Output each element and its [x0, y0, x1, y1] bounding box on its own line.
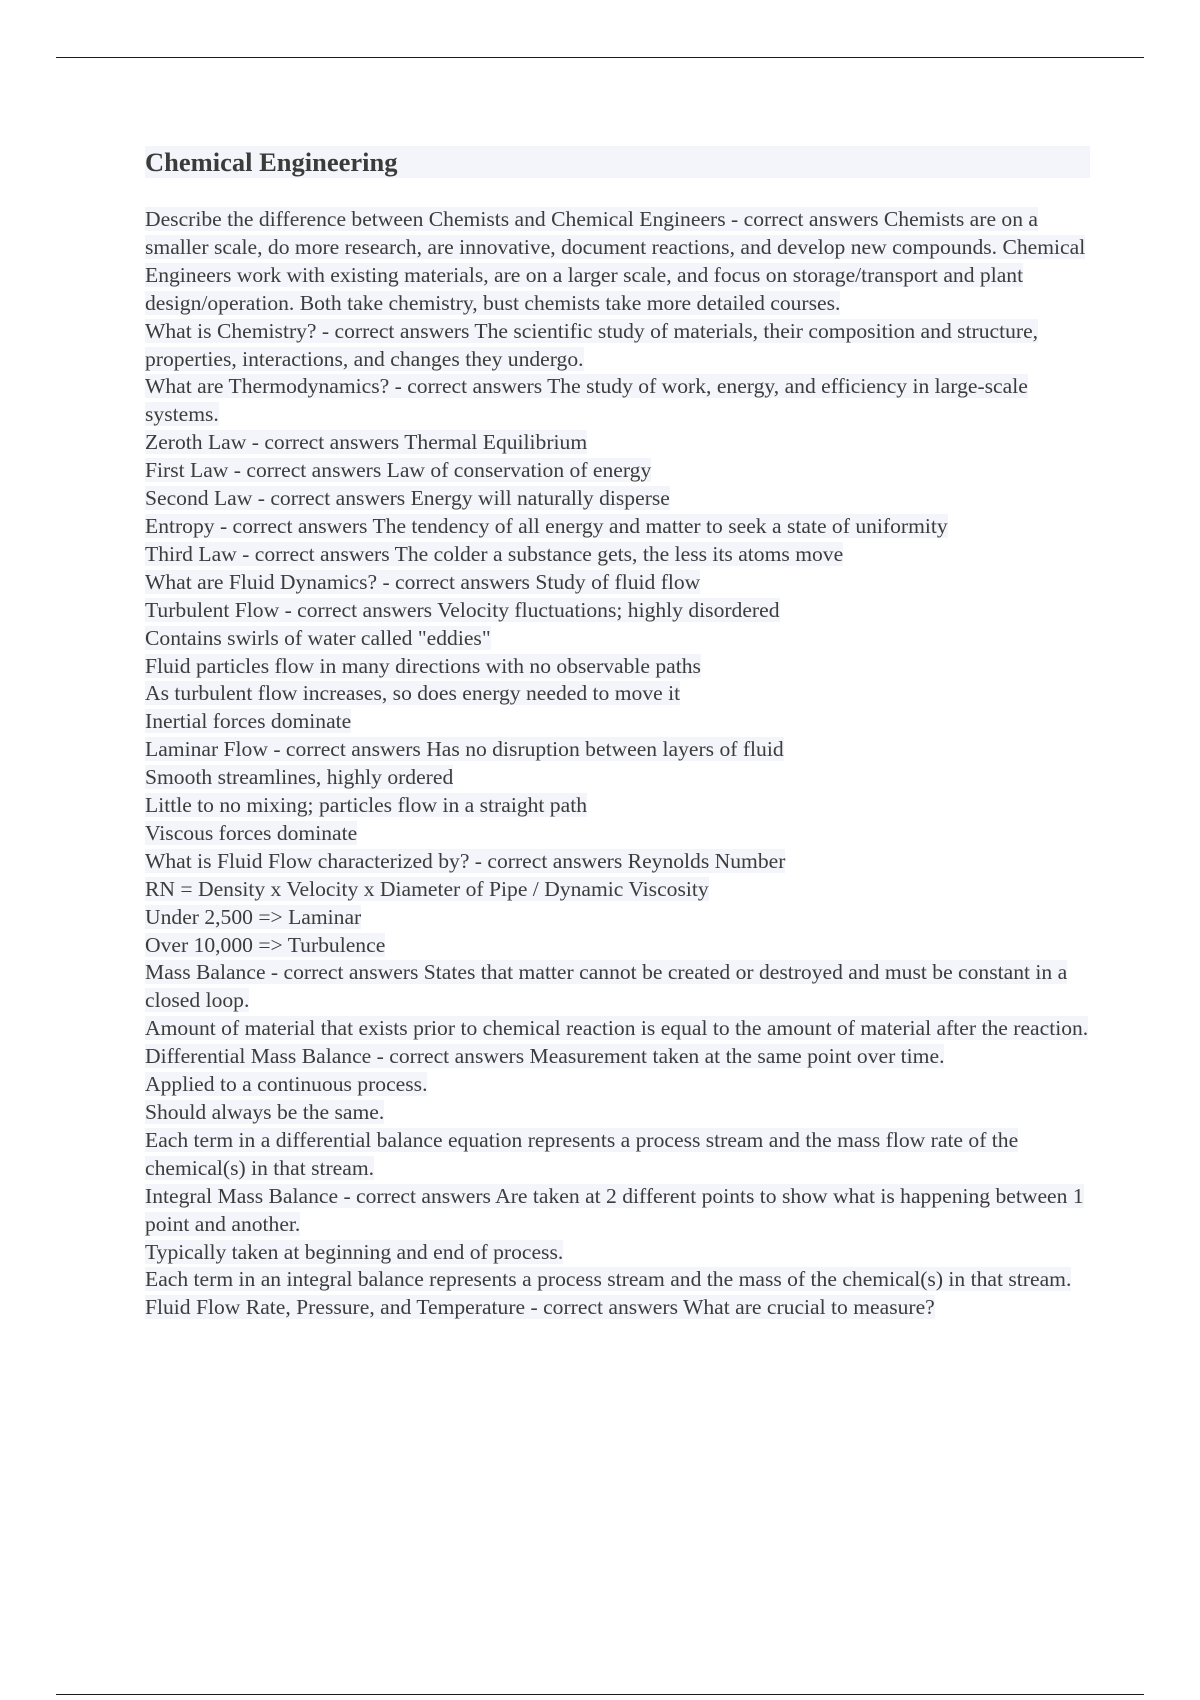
qa-item: What are Thermodynamics? - correct answers The study of work, energy, and efficiency in large-scale systems.: [145, 374, 1028, 427]
qa-item: Fluid particles flow in many directions with no observable paths: [145, 653, 701, 678]
qa-item: What is Chemistry? - correct answers The scientific study of materials, their composition and structure, properties, interactions, and changes they undergo.: [145, 318, 1039, 371]
qa-item: Second Law - correct answers Energy will naturally disperse: [145, 486, 670, 511]
qa-item: Typically taken at beginning and end of process.: [145, 1239, 564, 1264]
qa-item: Integral Mass Balance - correct answers Are taken at 2 different points to show what is happening between 1 point and another.: [145, 1183, 1084, 1236]
qa-item: Entropy - correct answers The tendency of all energy and matter to seek a state of uniformity: [145, 513, 948, 538]
qa-item: What is Fluid Flow characterized by? - correct answers Reynolds Number: [145, 848, 786, 873]
qa-item: Third Law - correct answers The colder a substance gets, the less its atoms move: [145, 541, 844, 566]
qa-item: As turbulent flow increases, so does energy needed to move it: [145, 681, 681, 706]
qa-item: Laminar Flow - correct answers Has no disruption between layers of fluid: [145, 737, 784, 762]
qa-item: Each term in a differential balance equation represents a process stream and the mass flow rate of the chemical(s) in that stream.: [145, 1127, 1019, 1180]
qa-item: RN = Density x Velocity x Diameter of Pipe / Dynamic Viscosity: [145, 876, 709, 901]
qa-item: First Law - correct answers Law of conservation of energy: [145, 458, 652, 483]
qa-item: Smooth streamlines, highly ordered: [145, 765, 454, 790]
qa-item: Fluid Flow Rate, Pressure, and Temperature - correct answers What are crucial to measure?: [145, 1295, 935, 1320]
qa-item: Describe the difference between Chemists and Chemical Engineers - correct answers Chemists are on a smaller scale, do more research, are innovative, document reactions, and develop new compounds. Chemical Engineers work with existing materials, are on a larger scale, and focus on storage/transport and plant design/operation. Both take chemistry, bust chemists take more detailed courses.: [145, 207, 1086, 315]
document-title: Chemical Engineering: [145, 146, 1090, 178]
qa-item: Mass Balance - correct answers States that matter cannot be created or destroyed and must be constant in a closed loop.: [145, 960, 1068, 1013]
qa-list: [145, 206, 1090, 1322]
document-body: [145, 146, 1090, 1322]
qa-item: Should always be the same.: [145, 1100, 385, 1124]
qa-item: Over 10,000 => Turbulence: [145, 932, 386, 957]
qa-item: What are Fluid Dynamics? - correct answers Study of fluid flow: [145, 569, 701, 594]
header-rule: [56, 57, 1144, 58]
qa-item: Amount of material that exists prior to chemical reaction is equal to the amount of material after the reaction.: [145, 1016, 1089, 1041]
qa-item: Turbulent Flow - correct answers Velocity fluctuations; highly disordered: [145, 597, 780, 622]
qa-item: Each term in an integral balance represents a process stream and the mass of the chemical(s) in that stream.: [145, 1267, 1072, 1292]
qa-item: Differential Mass Balance - correct answers Measurement taken at the same point over time.: [145, 1044, 945, 1069]
qa-item: Applied to a continuous process.: [145, 1072, 428, 1097]
footer-rule: [56, 1694, 1144, 1695]
qa-item: Contains swirls of water called "eddies": [145, 625, 491, 650]
qa-item: Viscous forces dominate: [145, 820, 358, 845]
qa-item: Under 2,500 => Laminar: [145, 904, 362, 929]
qa-item: Zeroth Law - correct answers Thermal Equilibrium: [145, 430, 588, 455]
qa-item: Inertial forces dominate: [145, 709, 352, 734]
qa-item: Little to no mixing; particles flow in a straight path: [145, 793, 587, 818]
